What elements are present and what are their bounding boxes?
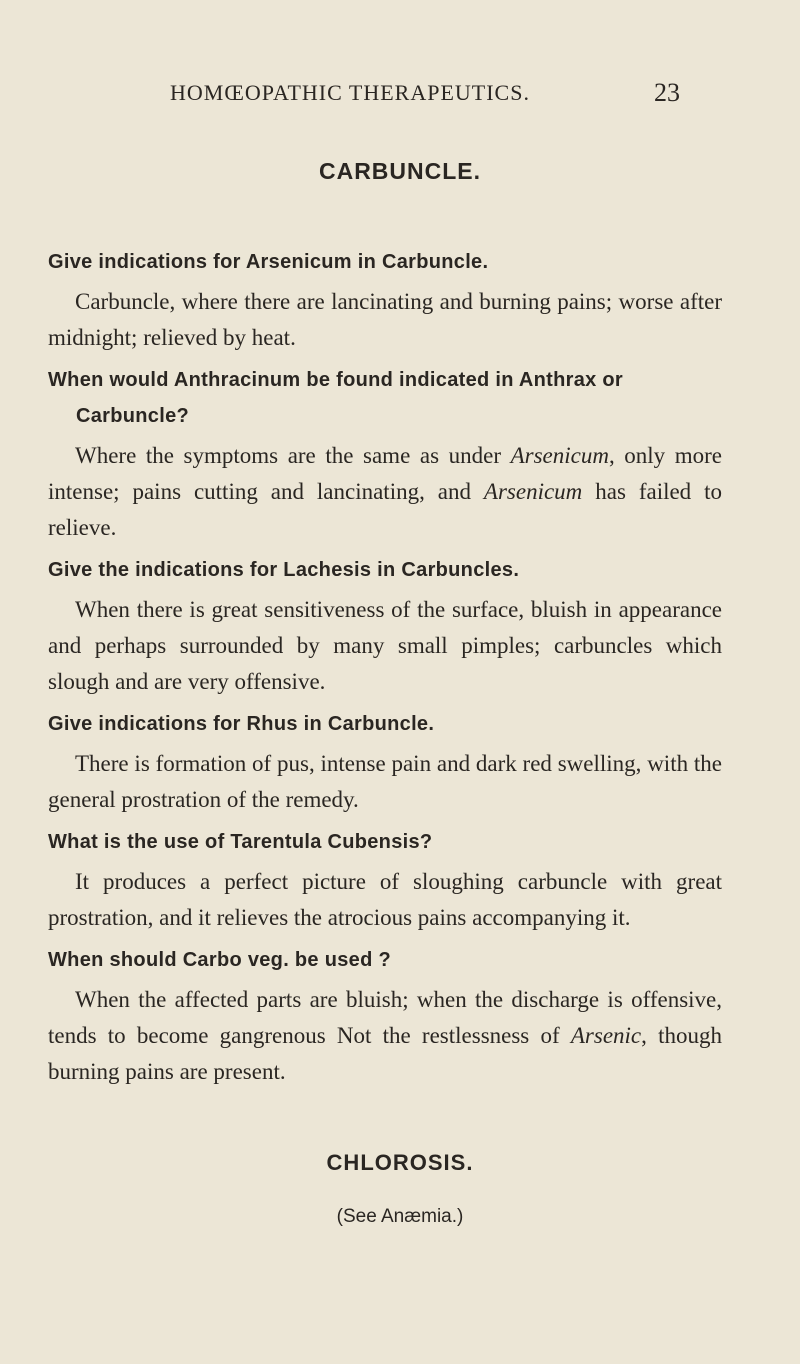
answer-italic-term: Arsenicum — [510, 443, 609, 468]
answer-text: It produces a perfect picture of sloughing carbuncle with great prostration, and it relieves the atrocious pains accompanying it. — [48, 869, 722, 930]
answer-text: When the affected parts are bluish; when the discharge is offensive, tends to become gangrenous Not the restlessness of — [48, 987, 722, 1048]
answer — [48, 284, 722, 356]
answer-italic-term: Arsenicum — [483, 479, 583, 504]
question: Give indications for Arsenicum in Carbuncle. — [48, 251, 489, 273]
answer — [48, 982, 722, 1090]
question: When should Carbo veg. be used ? — [48, 949, 391, 971]
answer-text: has failed to relieve. — [48, 479, 722, 540]
answer-text: Where the symptoms are the same as under — [75, 443, 511, 468]
section-heading-chlorosis: CHLOROSIS. — [326, 1150, 474, 1175]
page-number: 23 — [654, 78, 680, 107]
question: Give indications for Rhus in Carbuncle. — [48, 713, 435, 735]
answer-text: Carbuncle, where there are lancinating and burning pains; worse after midnight; relieved by heat. — [48, 289, 722, 350]
answer-text: , though burning pains are present. — [48, 1023, 723, 1084]
see-also-note: (See Anæmia.) — [336, 1206, 464, 1227]
answer-italic-term: Arsenic — [570, 1023, 642, 1048]
question: What is the use of Tarentula Cubensis? — [48, 831, 433, 853]
question: Give the indications for Lachesis in Carbuncles. — [48, 559, 520, 581]
section-heading-carbuncle: CARBUNCLE. — [318, 158, 482, 184]
qa-list — [48, 244, 722, 1096]
running-title: HOMŒOPATHIC THERAPEUTICS. — [170, 80, 530, 105]
running-head — [0, 80, 800, 114]
answer-text: , only more intense; pains cutting and lancinating, and — [48, 443, 722, 504]
answer — [48, 746, 722, 818]
answer-text: There is formation of pus, intense pain and dark red swelling, with the general prostration of the remedy. — [48, 751, 722, 812]
answer — [48, 592, 722, 700]
answer — [48, 864, 722, 936]
question: When would Anthracinum be found indicated in Anthrax or Carbuncle? — [48, 369, 624, 427]
answer-text: When there is great sensitiveness of the surface, bluish in appearance and perhaps surrounded by many small pimples; carbuncles which slough and are very offensive. — [48, 597, 722, 694]
answer — [48, 438, 722, 546]
